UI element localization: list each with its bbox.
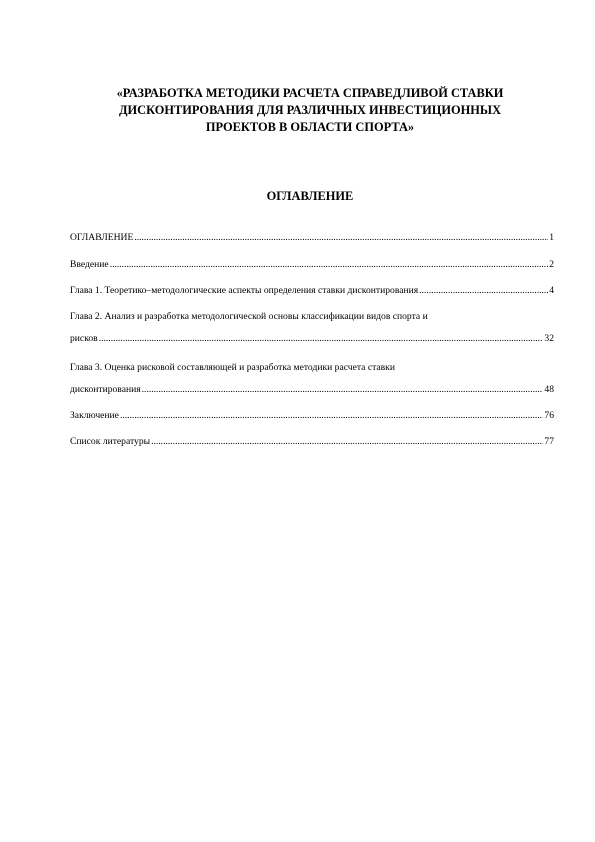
toc-entry-text: рисков — [70, 333, 98, 344]
toc-entry-text-first-line: Глава 2. Анализ и разработка методологической основы классификации видов спорта и — [70, 311, 428, 322]
toc-entry-page: 76 — [544, 410, 554, 421]
toc-entry-text-first-line: Глава 3. Оценка рисковой составляющей и разработка методики расчета ставки — [70, 362, 395, 373]
toc-entry-text: Глава 1. Теоретико–методологические аспекты определения ставки дисконтирования — [70, 285, 419, 296]
toc-entry-page: 2 — [549, 259, 554, 270]
toc-heading: ОГЛАВЛЕНИЕ — [266, 189, 354, 203]
toc-entry-conclusion[interactable] — [70, 410, 554, 422]
toc-entry-page: 32 — [544, 333, 554, 344]
toc-leader-dots — [110, 259, 549, 271]
toc-leader-dots — [99, 333, 544, 345]
toc-leader-dots — [134, 232, 548, 244]
toc-entry-text: Список литературы — [70, 436, 151, 447]
toc-entry-page: 48 — [544, 384, 554, 395]
toc-entry-page: 1 — [549, 232, 554, 243]
toc-leader-dots — [142, 384, 544, 396]
document-title — [60, 85, 560, 136]
toc-entry-text: Введение — [70, 259, 109, 270]
toc-entry-chapter-3[interactable] — [70, 362, 554, 396]
toc-entry-chapter-1[interactable] — [70, 285, 554, 297]
title-line: ПРОЕКТОВ В ОБЛАСТИ СПОРТА» — [205, 120, 415, 134]
title-line: «РАЗРАБОТКА МЕТОДИКИ РАСЧЕТА СПРАВЕДЛИВОЙ СТАВКИ — [116, 86, 504, 100]
toc-leader-dots — [151, 436, 543, 448]
toc-entry-page: 77 — [544, 436, 554, 447]
toc-entry-contents[interactable] — [70, 232, 554, 244]
toc-leader-dots — [419, 285, 548, 297]
toc-entry-text: Заключение — [70, 410, 119, 421]
toc-entry-page: 4 — [549, 285, 554, 296]
toc-leader-dots — [120, 410, 543, 422]
toc-entry-text: дисконтирования — [70, 384, 141, 395]
toc-entry-introduction[interactable] — [70, 259, 554, 271]
title-line: ДИСКОНТИРОВАНИЯ ДЛЯ РАЗЛИЧНЫХ ИНВЕСТИЦИОННЫХ — [118, 103, 502, 117]
toc-entry-bibliography[interactable] — [70, 436, 554, 448]
toc-entry-chapter-2[interactable] — [70, 311, 554, 345]
toc-entry-text: ОГЛАВЛЕНИЕ — [70, 232, 134, 243]
